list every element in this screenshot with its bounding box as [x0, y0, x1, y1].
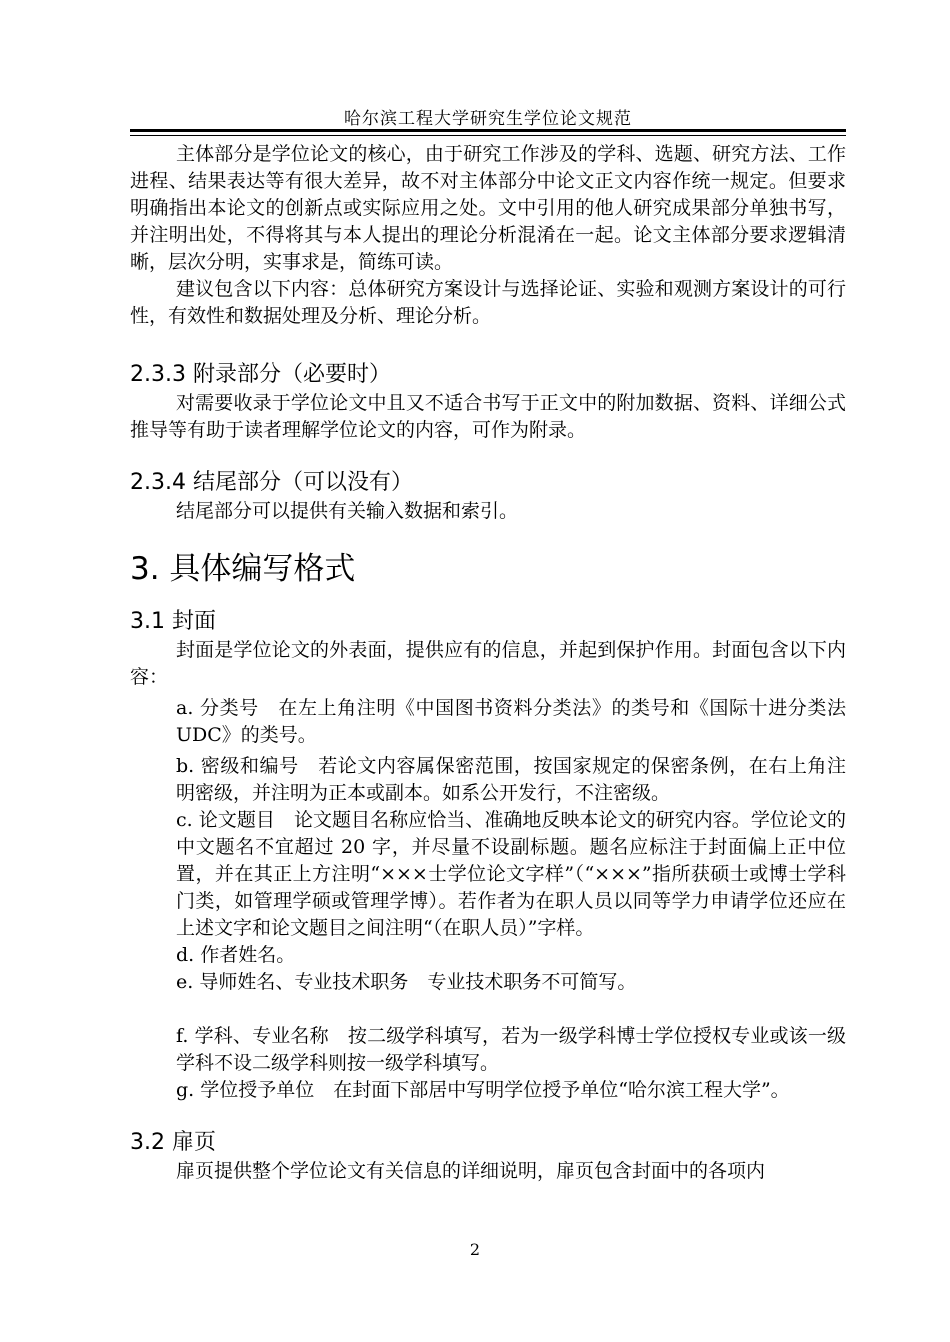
- list-item-c: c. 论文题目 论文题目名称应恰当、准确地反映本论文的研究内容。学位论文的中文题名不宜超过 20 字，并尽量不设副标题。题名应标注于封面偏上正中位置，并在其正上方注明“×××士学位论文字样”（“×××”指所获硕士或博士学科门类，如管理学硕或管理学博）。若作者为在职人员以同等学力申请学位还应在上述文字和论文题目之间注明“（在职人员）”字样。: [176, 809, 846, 939]
- paragraph-ending: 结尾部分可以提供有关输入数据和索引。: [176, 500, 519, 522]
- page-number: 2: [469, 1240, 481, 1259]
- header-rule-thin: [130, 135, 846, 136]
- paragraph-appendix: 对需要收录于学位论文中且又不适合书写于正文中的附加数据、资料、详细公式推导等有助于读者理解学位论文的内容，可作为附录。: [130, 392, 846, 441]
- paragraph-suggestion: 建议包含以下内容：总体研究方案设计与选择论证、实验和观测方案设计的可行性，有效性和数据处理及分析、理论分析。: [130, 278, 846, 327]
- paragraph-cover: 封面是学位论文的外表面，提供应有的信息，并起到保护作用。封面包含以下内容：: [130, 639, 846, 688]
- paragraph-main-body: 主体部分是学位论文的核心，由于研究工作涉及的学科、选题、研究方法、工作进程、结果表达等有很大差异，故不对主体部分中论文正文内容作统一规定。但要求明确指出本论文的创新点或实际应用之处。文中引用的他人研究成果部分单独书写，并注明出处，不得将其与本人提出的理论分析混淆在一起。论文主体部分要求逻辑清晰，层次分明，实事求是，简练可读。: [130, 143, 846, 273]
- heading-3-1: 3.1 封面: [130, 609, 216, 634]
- heading-3: 3. 具体编写格式: [130, 551, 356, 587]
- heading-3-2: 3.2 扉页: [130, 1130, 216, 1155]
- list-item-f: f. 学科、专业名称 按二级学科填写，若为一级学科博士学位授权专业或该一级学科不设二级学科则按一级学科填写。: [176, 1025, 846, 1074]
- list-item-b: b. 密级和编号 若论文内容属保密范围，按国家规定的保密条例，在右上角注明密级，并注明为正本或副本。如系公开发行，不注密级。: [176, 755, 846, 804]
- header-rule-thick: [130, 129, 846, 132]
- heading-2-3-4: 2.3.4 结尾部分（可以没有）: [130, 470, 413, 495]
- list-item-a: a. 分类号 在左上角注明《中国图书资料分类法》的类号和《国际十进分类法 UDC》的类号。: [176, 697, 846, 746]
- heading-2-3-3: 2.3.3 附录部分（必要时）: [130, 362, 391, 387]
- list-item-d: d. 作者姓名。: [176, 944, 296, 966]
- running-header: 哈尔滨工程大学研究生学位论文规范: [344, 109, 632, 129]
- page-content: [130, 141, 846, 1185]
- list-item-g: g. 学位授予单位 在封面下部居中写明学位授予单位“哈尔滨工程大学”。: [176, 1079, 790, 1101]
- paragraph-title-page: 扉页提供整个学位论文有关信息的详细说明，扉页包含封面中的各项内: [176, 1160, 766, 1182]
- list-item-e: e. 导师姓名、专业技术职务 专业技术职务不可简写。: [176, 971, 637, 993]
